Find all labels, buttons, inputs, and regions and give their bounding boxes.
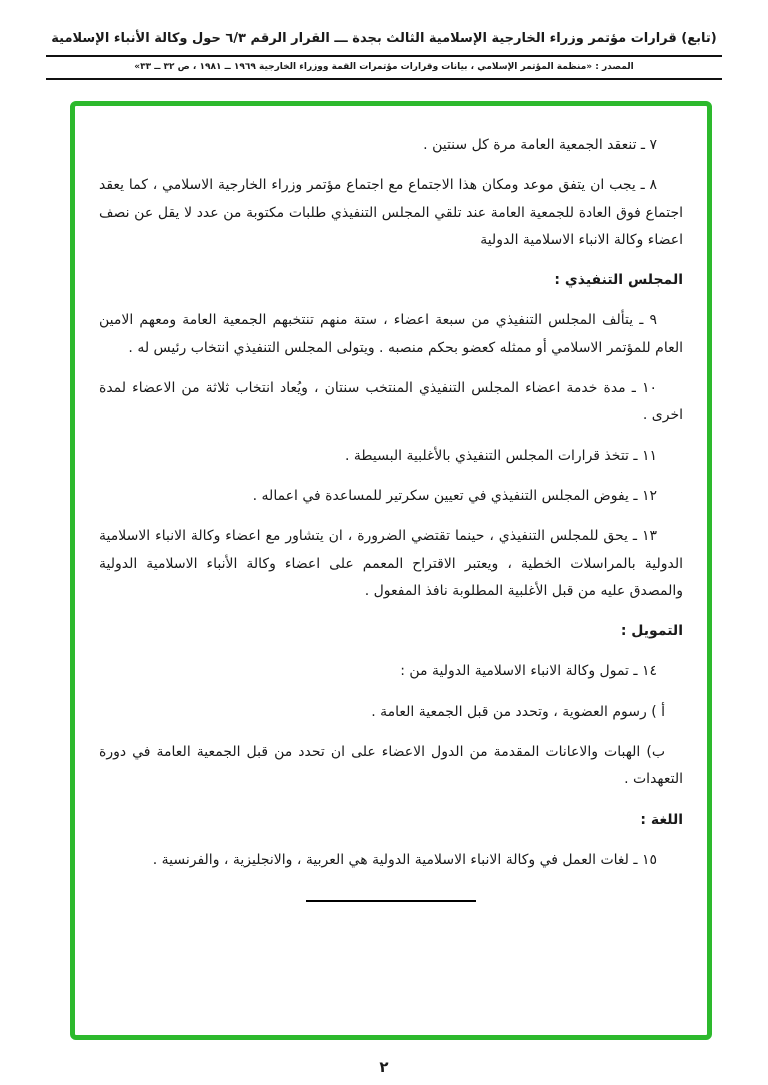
document-frame (70, 101, 712, 1040)
page-number: ٢ (379, 1058, 389, 1076)
paragraph-item-13: ١٣ ـ يحق للمجلس التنفيذي ، حينما تقتضي الضرورة ، ان يتشاور مع اعضاء وكالة الانباء الاسلامية الدولية بالمراسلات الخطية ، ويعتبر الاقتراح المعمم على اعضاء وكالة الأنباء الاسلامية الدولية والمصدق عليه من قبل الأغلبية المطلوبة نافذ المفعول . (99, 528, 683, 599)
section-heading-council: المجلس التنفيذي : (554, 272, 683, 289)
page-header (0, 0, 768, 80)
section-heading-language: اللغة : (640, 811, 683, 828)
paragraph-item-12: ١٢ ـ يفوض المجلس التنفيذي في تعيين سكرتير للمساعدة في اعماله . (252, 487, 657, 504)
paragraph-item-7: ٧ ـ تنعقد الجمعية العامة مرة كل سنتين . (423, 137, 657, 153)
paragraph-subitem-a: أ ) رسوم العضوية ، وتحدد من قبل الجمعية العامة . (371, 703, 665, 720)
paragraph-subitem-b: ب) الهبات والاعانات المقدمة من الدول الاعضاء على ان تحدد من قبل الجمعية العامة في دورة التعهدات . (99, 744, 683, 788)
paragraph-item-15: ١٥ ـ لغات العمل في وكالة الانباء الاسلامية الدولية هي العربية ، والانجليزية ، والفرنسية . (152, 851, 657, 868)
header-divider-top (46, 55, 722, 57)
section-heading-funding: التمويل : (620, 623, 683, 640)
paragraph-item-14: ١٤ ـ تمول وكالة الانباء الاسلامية الدولية من : (400, 663, 657, 680)
paragraph-item-9: ٩ ـ يتألف المجلس التنفيذي من سبعة اعضاء ، ستة منهم تنتخبهم الجمعية العامة ومعهم الامين العام للمؤتمر الاسلامي أو ممثله كعضو بحكم منصبه . ويتولى المجلس التنفيذي انتخاب رئيس له . (99, 312, 683, 356)
header-source: المصدر : «منظمة المؤتمر الإسلامي ، بيانات وقرارات مؤتمرات القمة ووزراء الخارجية ١٩٦٩ ــ ١٩٨١ ، ص ٣٢ ــ ٣٣» (134, 61, 634, 72)
header-title: (تابع) قرارات مؤتمر وزراء الخارجية الإسلامية الثالث بجدة ـــ القرار الرقم ٦/٣ حول وكالة الأنباء الإسلامية (51, 31, 717, 46)
paragraph-item-8: ٨ ـ يجب ان يتفق موعد ومكان هذا الاجتماع مع اجتماع مؤتمر وزراء الخارجية الاسلامي ، كما يعقد اجتماع فوق العادة للجمعية العامة عند تلقي المجلس التنفيذي طلبات مكتوبة من عدد لا يقل عن نصف اعضاء وكالة الانباء الاسلامية الدولية (99, 177, 683, 248)
header-divider-bottom (46, 78, 722, 80)
end-divider (306, 900, 476, 902)
paragraph-item-11: ١١ ـ تتخذ قرارات المجلس التنفيذي بالأغلبية البسيطة . (345, 447, 657, 464)
paragraph-item-10: ١٠ ـ مدة خدمة اعضاء المجلس التنفيذي المنتخب سنتان ، ويُعاد انتخاب ثلاثة من الاعضاء لمدة اخرى . (99, 380, 683, 424)
